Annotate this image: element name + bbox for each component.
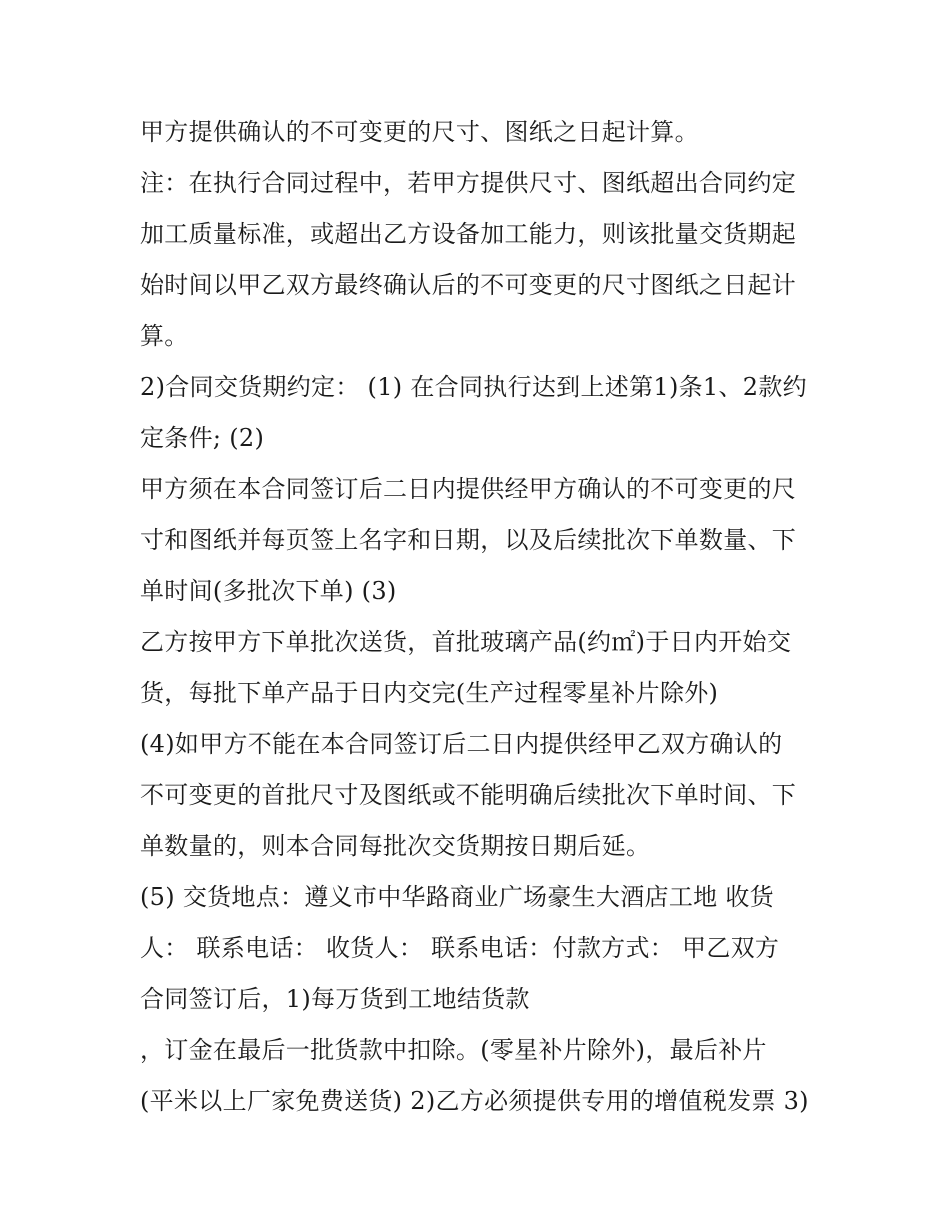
text-line: 注：在执行合同过程中，若甲方提供尺寸、图纸超出合同约定: [140, 169, 797, 197]
text-line: 始时间以甲乙双方最终确认后的不可变更的尺寸图纸之日起计: [140, 271, 797, 299]
text-line: 甲方提供确认的不可变更的尺寸、图纸之日起计算。: [140, 118, 699, 146]
text-line: (4)如甲方不能在本合同签订后二日内提供经甲乙双方确认的: [140, 730, 783, 758]
text-line: 2)合同交货期约定： (1) 在合同执行达到上述第1)条1、2款约: [140, 373, 807, 401]
text-line: 甲方须在本合同签订后二日内提供经甲方确认的不可变更的尺: [140, 475, 797, 503]
text-line: 单数量的，则本合同每批次交货期按日期后延。: [140, 832, 651, 860]
document-body: [140, 107, 820, 1127]
text-line: 人： 联系电话： 收货人： 联系电话：付款方式： 甲乙双方: [140, 934, 780, 962]
text-line: 单时间(多批次下单) (3): [140, 577, 397, 605]
text-line: 加工质量标准，或超出乙方设备加工能力，则该批量交货期起: [140, 220, 797, 248]
text-line: 不可变更的首批尺寸及图纸或不能明确后续批次下单时间、下: [140, 781, 797, 809]
text-line: (5) 交货地点：遵义市中华路商业广场豪生大酒店工地 收货: [140, 883, 774, 911]
text-line: 乙方按甲方下单批次送货，首批玻璃产品(约㎡)于日内开始交: [140, 628, 792, 656]
text-line: 定条件; (2): [140, 424, 265, 452]
text-line: ，订金在最后一批货款中扣除。(零星补片除外)，最后补片: [140, 1036, 767, 1064]
text-line: 货，每批下单产品于日内交完(生产过程零星补片除外): [140, 679, 719, 707]
text-line: (平米以上厂家免费送货) 2)乙方必须提供专用的增值税发票 3): [140, 1087, 809, 1115]
text-line: 合同签订后，1)每万货到工地结货款: [140, 985, 530, 1013]
text-line: 寸和图纸并每页签上名字和日期，以及后续批次下单数量、下: [140, 526, 797, 554]
text-line: 算。: [140, 322, 189, 350]
